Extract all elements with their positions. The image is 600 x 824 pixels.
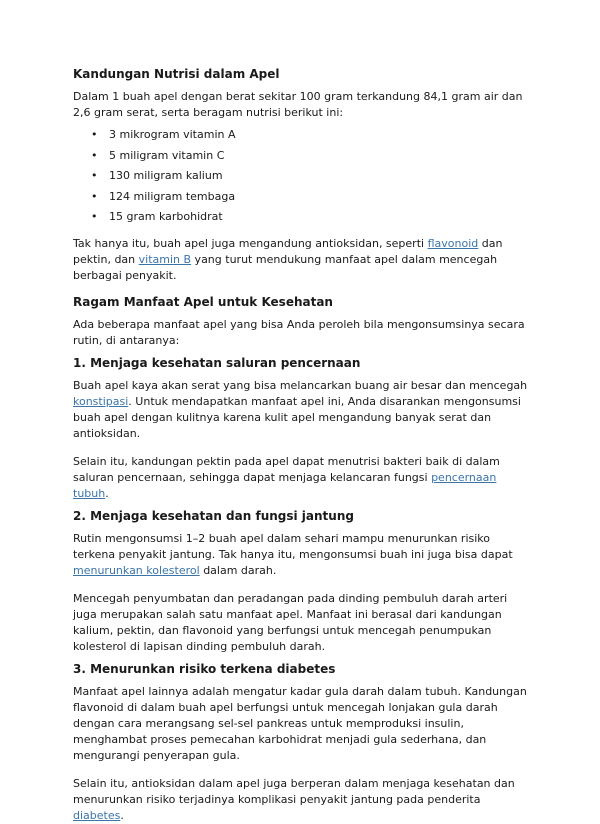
antioxidant-paragraph: Tak hanya itu, buah apel juga mengandung antioksidan, seperti flavonoid dan pektin, dan vitamin B yang turut mendukung manfaat apel dalam mencegah berbagai penyakit.	[73, 236, 503, 282]
diabetes-paragraph-1: Manfaat apel lainnya adalah mengatur kadar gula darah dalam tubuh. Kandungan flavonoid di dalam buah apel berfungsi untuk mencegah lonjakan gula darah dengan cara merangsang sel-sel pankreas untuk memproduksi insulin, menghambat proses pemecahan karbohidrat menjadi gula sederhana, dan mengurangi penyerapan gula.	[73, 684, 527, 762]
heading-heart: 2. Menjaga kesehatan dan fungsi jantung	[73, 508, 354, 523]
pencernaan-link[interactable]: pencernaan tubuh	[73, 470, 497, 500]
heart-paragraph-2: Mencegah penyumbatan dan peradangan pada dinding pembuluh darah arteri juga merupakan salah satu manfaat apel. Manfaat ini berasal dari kandungan kalium, pektin, dan flavonoid yang berfungsi untuk mencegah penumpukan kolesterol di lapisan dinding pembuluh darah.	[73, 591, 508, 653]
section-title-nutrition: Kandungan Nutrisi dalam Apel	[73, 67, 280, 81]
konstipasi-link[interactable]: konstipasi	[73, 394, 129, 408]
list-item: • 124 miligram tembaga	[109, 189, 530, 210]
list-item: • 5 miligram vitamin C	[109, 148, 530, 169]
heading-diabetes: 3. Menurunkan risiko terkena diabetes	[73, 661, 336, 676]
benefits-intro: Ada beberapa manfaat apel yang bisa Anda peroleh bila mengonsumsinya secara rutin, di antaranya:	[73, 317, 525, 347]
nutrition-intro: Dalam 1 buah apel dengan berat sekitar 100 gram terkandung 84,1 gram air dan 2,6 gram serat, serta beragam nutrisi berikut ini:	[73, 90, 523, 119]
diabetes-link[interactable]: diabetes	[73, 808, 121, 822]
list-item: • 15 gram karbohidrat	[109, 209, 530, 230]
kolesterol-link[interactable]: menurunkan kolesterol	[73, 563, 200, 577]
flavonoid-link[interactable]: flavonoid	[427, 236, 479, 250]
vitamin-b-link[interactable]: vitamin B	[138, 252, 192, 266]
section-title-benefits: Ragam Manfaat Apel untuk Kesehatan	[73, 294, 333, 309]
list-item: • 130 miligram kalium	[109, 168, 530, 189]
nutrient-list	[73, 127, 530, 230]
digestive-paragraph-1: Buah apel kaya akan serat yang bisa melancarkan buang air besar dan mencegah konstipasi. Untuk mendapatkan manfaat apel ini, Anda disarankan mengonsumsi buah apel dengan kulitnya karena kulit apel mengandung banyak serat dan antioksidan.	[73, 378, 528, 440]
digestive-paragraph-2: Selain itu, kandungan pektin pada apel dapat menutrisi bakteri baik di dalam saluran pencernaan, sehingga dapat menjaga kelancaran fungsi pencernaan tubuh.	[73, 454, 500, 500]
heading-digestive: 1. Menjaga kesehatan saluran pencernaan	[73, 355, 361, 370]
list-item: • 3 mikrogram vitamin A	[109, 127, 530, 148]
diabetes-paragraph-2: Selain itu, antioksidan dalam apel juga berperan dalam menjaga kesehatan dan menurunkan risiko terjadinya komplikasi penyakit jantung pada penderita diabetes.	[73, 776, 515, 822]
heart-paragraph-1: Rutin mengonsumsi 1–2 buah apel dalam sehari mampu menurunkan risiko terkena penyakit jantung. Tak hanya itu, mengonsumsi buah ini juga bisa dapat menurunkan kolesterol dalam darah.	[73, 531, 513, 577]
